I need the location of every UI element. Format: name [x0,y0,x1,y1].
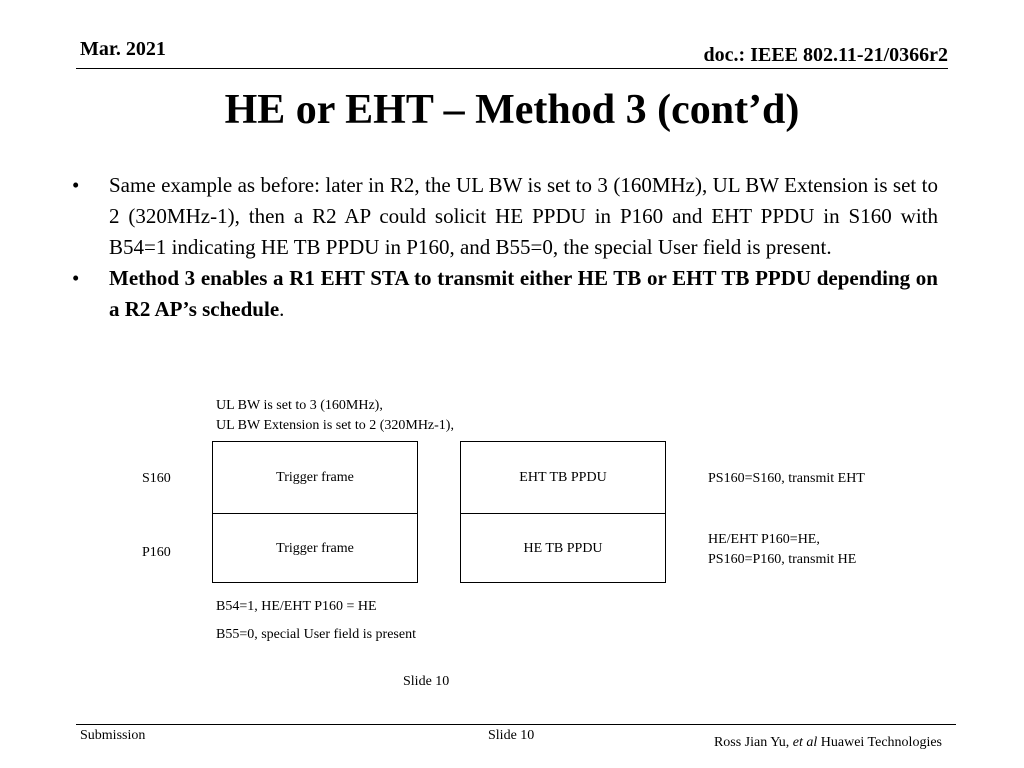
bullet-bold-text: Method 3 enables a R1 EHT STA to transmit either HE TB or EHT TB PPDU depending on a R2 AP’s schedule [109,266,938,321]
footer-divider [76,724,956,725]
bullet-marker: • [72,266,80,290]
footer-slide-number: Slide 10 [488,728,535,743]
bullet-list [72,170,938,325]
slide-label: Slide 10 [403,674,450,689]
right-note-line-1: HE/EHT P160=HE, [708,532,820,547]
header-doc-id: doc.: IEEE 802.11-21/0366r2 [703,44,948,66]
bullet-item-1 [72,170,938,263]
bullet-item-2 [72,263,938,325]
right-note-line-2: PS160=P160, transmit HE [708,552,857,567]
right-note-p160 [708,530,856,570]
bullet-text: Same example as before: later in R2, the UL BW is set to 3 (160MHz), UL BW Extension is set to 2 (320MHz-1), then a R2 AP could solicit HE PPDU in P160 and EHT PPDU in S160 with B54=1 indicating HE TB PPDU in P160, and B55=0, the special User field is present. [109,173,938,259]
diagram-note-top [216,396,454,436]
footer-submission: Submission [80,728,146,743]
footer-author-name: Ross Jian Yu, [713,735,790,750]
trigger-divider [213,513,417,514]
bullet-tail: . [279,297,285,321]
footer-author [714,735,942,751]
bullet-marker: • [72,173,80,197]
trigger-frame-s160: Trigger frame [276,470,354,485]
footer-etal: et al [792,735,818,750]
ppdu-block [460,441,666,583]
row-label-s160: S160 [142,471,171,486]
ppdu-divider [461,513,665,514]
b55-note: B55=0, special User field is present [216,627,416,642]
diagram-note-line-2: UL BW Extension is set to 2 (320MHz-1), [216,418,454,433]
trigger-frame-block [212,441,418,583]
header-divider [76,68,948,69]
slide-title: HE or EHT – Method 3 (cont’d) [224,87,800,133]
right-note-s160: PS160=S160, transmit EHT [708,471,865,486]
he-tb-ppdu: HE TB PPDU [523,541,603,556]
footer-org: Huawei Technologies [820,735,942,750]
row-label-p160: P160 [142,545,171,560]
diagram-note-line-1: UL BW is set to 3 (160MHz), [216,398,383,413]
header-date: Mar. 2021 [80,38,166,60]
b54-note: B54=1, HE/EHT P160 = HE [216,599,377,614]
trigger-frame-p160: Trigger frame [276,541,354,556]
eht-tb-ppdu: EHT TB PPDU [519,470,607,485]
